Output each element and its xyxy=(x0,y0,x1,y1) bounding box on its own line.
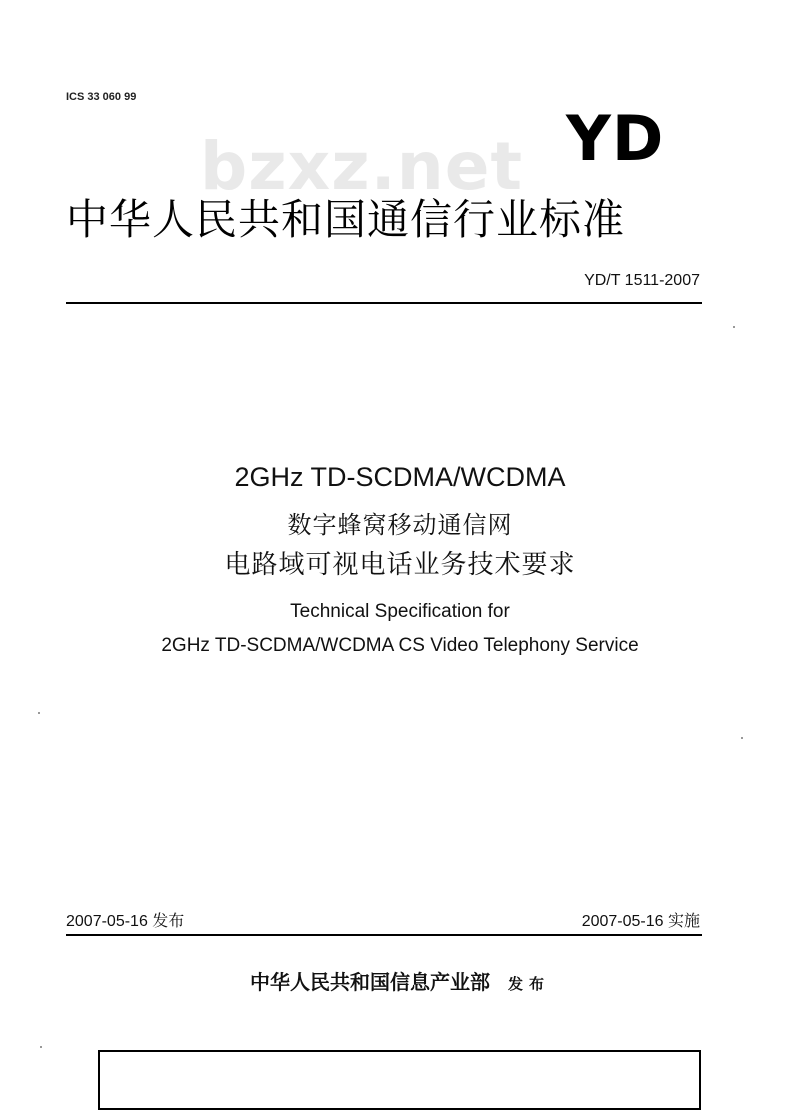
header-divider xyxy=(66,302,702,304)
issue-date: 2007-05-16 发布 xyxy=(66,913,185,930)
publisher-name: 中华人民共和国信息产业部 xyxy=(249,970,490,994)
title-english-line-1: 2GHz TD-SCDMA/WCDMA xyxy=(234,462,566,492)
implementation-date: 2007-05-16 实施 xyxy=(581,913,700,930)
scan-speck xyxy=(741,737,743,739)
title-chinese-line-1: 数字蜂窝移动通信网 xyxy=(287,511,513,539)
bottom-frame xyxy=(98,1050,701,1110)
title-english-subtitle-1: Technical Specification for xyxy=(290,601,510,622)
ics-code: ICS 33 060 99 xyxy=(66,91,137,103)
publish-verb: 发布 xyxy=(507,975,550,993)
footer-divider xyxy=(66,934,702,936)
publisher-line xyxy=(0,966,800,995)
scan-speck xyxy=(733,326,735,328)
scan-speck xyxy=(38,712,40,714)
yd-logo: YD xyxy=(566,102,665,175)
title-english-subtitle-2: 2GHz TD-SCDMA/WCDMA CS Video Telephony Service xyxy=(161,635,639,656)
title-chinese-line-2: 电路域可视电话业务技术要求 xyxy=(224,550,576,580)
watermark: bzxz.net xyxy=(200,128,524,205)
scan-speck xyxy=(40,1046,42,1048)
organization-title: 中华人民共和国通信行业标准 xyxy=(66,195,626,244)
standard-number: YD/T 1511-2007 xyxy=(584,272,700,289)
